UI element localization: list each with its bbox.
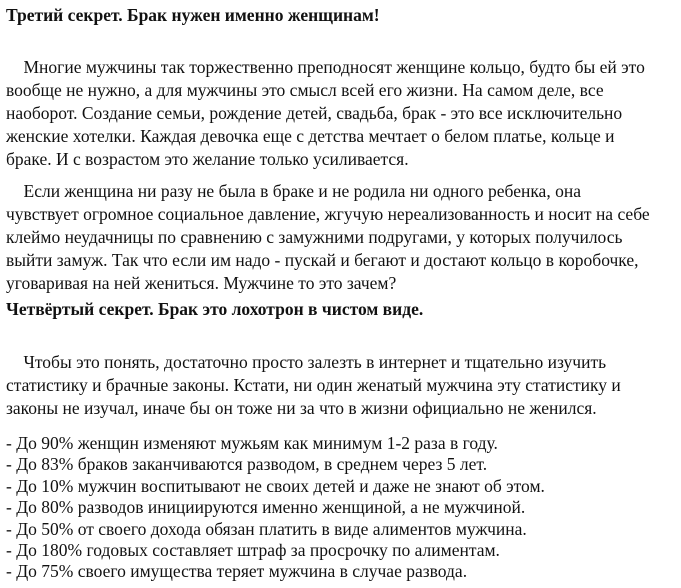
text-line: браке. И с возрастом это желание только усиливается.	[6, 149, 409, 169]
text-line: наоборот. Создание семьи, рождение детей, свадьба, брак - это все исключительно	[6, 103, 623, 123]
text-line: выйти замуж. Так что если им надо - пускай и бегают и достают кольцо в коробочке,	[6, 250, 639, 270]
list-item: - До 90% женщин изменяют мужьям как минимум 1-2 раза в году.	[6, 433, 498, 453]
list-item: - До 75% своего имущества теряет мужчина в случае развода.	[6, 561, 468, 582]
list-item: - До 80% разводов инициируются именно женщиной, а не мужчиной.	[6, 497, 526, 518]
statistics-list	[6, 433, 545, 583]
paragraph-social-pressure	[6, 180, 678, 295]
list-item: - До 83% браков заканчиваются разводом, в среднем через 5 лет.	[6, 454, 488, 475]
text-line: уговаривая на ней жениться. Мужчине то это зачем?	[6, 273, 397, 293]
list-item: - До 10% мужчин воспитывают не своих детей и даже не знают об этом.	[6, 475, 545, 496]
text-line: Если женщина ни разу не была в браке и не родила ни одного ребенка, она	[6, 181, 581, 201]
text-line: клеймо неудачницы по сравнению с замужними подругами, у которых получилось	[6, 227, 623, 247]
paragraph-statistics-intro	[6, 351, 678, 420]
text-line: Чтобы это понять, достаточно просто залезть в интернет и тщательно изучить	[6, 352, 607, 372]
text-line: вообще не нужно, а для мужчины это смысл всей его жизни. На самом деле, все	[6, 80, 604, 100]
paragraph-ring-intro	[6, 56, 678, 171]
section-heading-third-secret: Третий секрет. Брак нужен именно женщинам!	[6, 5, 380, 25]
text-line: чувствует огромное социальное давление, жгучую нереализованность и носит на себе	[6, 204, 650, 224]
text-line: Многие мужчины так торжественно преподносят женщине кольцо, будто бы ей это	[6, 57, 645, 77]
text-line: законы не изучал, иначе бы он тоже ни за что в жизни официально не женился.	[6, 398, 597, 418]
section-heading-fourth-secret: Четвёртый секрет. Брак это лохотрон в чистом виде.	[6, 299, 424, 319]
list-item: - До 180% годовых составляет штраф за просрочку по алиментам.	[6, 540, 500, 561]
text-line: женские хотелки. Каждая девочка еще с детства мечтает о белом платье, кольце и	[6, 126, 615, 146]
text-line: статистику и брачные законы. Кстати, ни один женатый мужчина эту статистику и	[6, 375, 621, 395]
list-item: - До 50% от своего дохода обязан платить в виде алиментов мужчина.	[6, 518, 527, 539]
